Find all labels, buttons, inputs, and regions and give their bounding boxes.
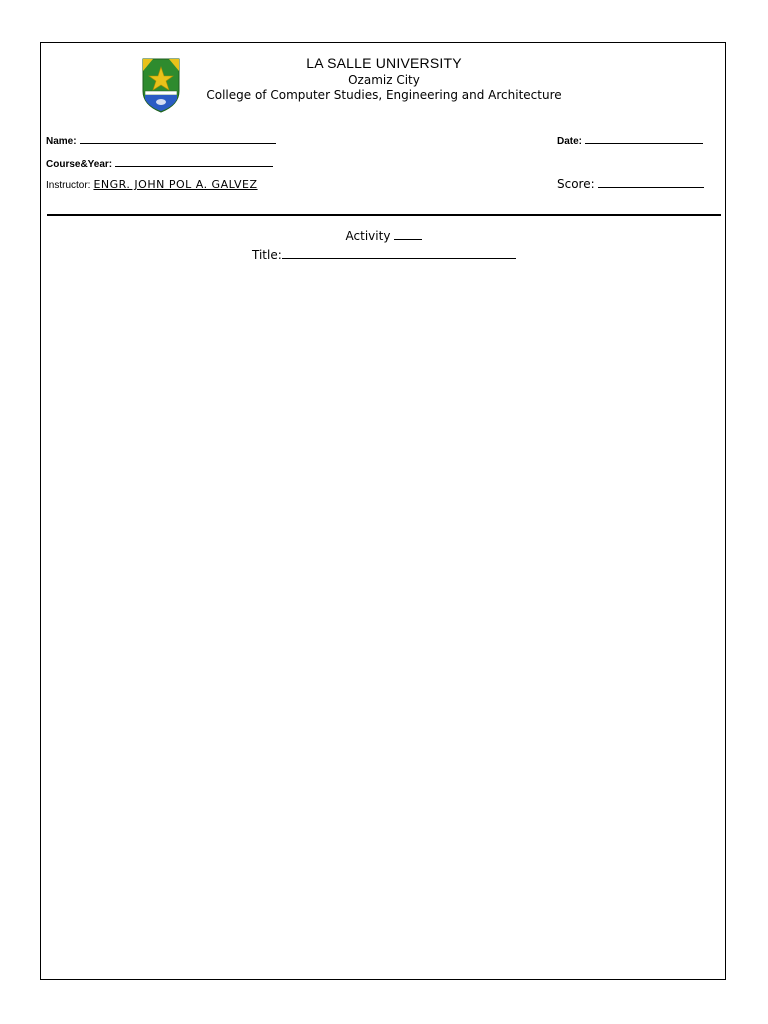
score-label: Score: <box>557 177 595 191</box>
instructor-label: Instructor: <box>46 180 91 191</box>
document-frame <box>40 42 726 980</box>
title-label: Title: <box>252 248 282 262</box>
college-name: College of Computer Studies, Engineering and Architecture <box>206 88 562 102</box>
activity-heading <box>41 229 727 243</box>
course-year-field[interactable] <box>46 157 273 170</box>
title-blank[interactable] <box>282 248 516 259</box>
name-field[interactable] <box>46 134 276 147</box>
header-divider <box>47 214 721 216</box>
name-label: Name: <box>46 136 77 147</box>
university-city: Ozamiz City <box>348 73 420 87</box>
date-field[interactable] <box>557 134 703 147</box>
course-year-line <box>115 157 273 167</box>
activity-title-row[interactable] <box>252 248 516 262</box>
date-label: Date: <box>557 136 583 147</box>
instructor-field <box>46 178 258 191</box>
score-line <box>598 178 704 188</box>
activity-label: Activity <box>345 229 391 243</box>
university-name: LA SALLE UNIVERSITY <box>306 55 462 71</box>
course-year-label: Course&Year: <box>46 159 113 170</box>
name-line <box>80 134 276 144</box>
date-line <box>585 134 703 144</box>
instructor-value: ENGR. JOHN POL A. GALVEZ <box>93 178 258 191</box>
activity-number-blank[interactable] <box>394 229 422 240</box>
score-field[interactable] <box>557 177 704 191</box>
